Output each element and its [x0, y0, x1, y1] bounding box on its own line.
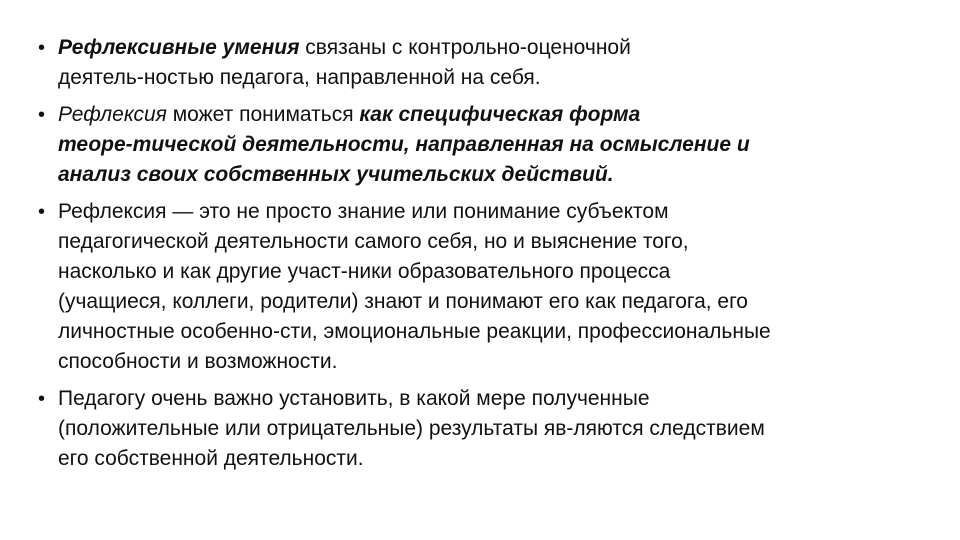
text-run: способности и возможности.: [58, 350, 338, 373]
text-line: [58, 384, 944, 414]
bullet-list: [34, 33, 944, 481]
text-run: насколько и как другие участ-ники образовательного процесса: [58, 260, 671, 283]
text-run: связаны с контрольно-оценочной: [299, 36, 631, 59]
text-line: [58, 347, 944, 377]
text-line: [58, 227, 944, 257]
text-run: как специфическая форма: [359, 103, 641, 126]
text-run: деятель-ностью педагога, направленной на себя.: [58, 66, 541, 89]
text-run: Педагогу очень важно установить, в какой мере полученные: [58, 387, 650, 410]
text-line: [58, 63, 944, 93]
text-line: [58, 444, 944, 474]
text-run: его собственной деятельности.: [58, 447, 364, 470]
text-run: анализ своих собственных учительских действий.: [58, 163, 614, 186]
bullet-item: [34, 100, 944, 190]
text-line: [58, 257, 944, 287]
text-line: [58, 100, 944, 130]
text-line: [58, 160, 944, 190]
bullet-item: [34, 384, 944, 474]
text-line: [58, 130, 944, 160]
text-run: (учащиеся, коллеги, родители) знают и понимают его как педагога, его: [58, 290, 748, 313]
text-line: [58, 414, 944, 444]
text-run: педагогической деятельности самого себя, но и выяснение того,: [58, 230, 689, 253]
text-run: Рефлексивные умения: [58, 36, 300, 59]
text-run: может пониматься: [166, 103, 360, 126]
text-run: Рефлексия — это не просто знание или понимание субъектом: [58, 200, 669, 223]
bullet-item: [34, 197, 944, 377]
text-line: [58, 33, 944, 63]
text-run: теоре-тической деятельности, направленная на осмысление и: [58, 133, 750, 156]
text-line: [58, 317, 944, 347]
text-run: личностные особенно-сти, эмоциональные реакции, профессиональные: [58, 320, 771, 343]
text-run: (положительные или отрицательные) результаты яв-ляются следствием: [58, 417, 765, 440]
text-line: [58, 197, 944, 227]
text-run: Рефлексия: [58, 103, 167, 126]
bullet-item: [34, 33, 944, 93]
text-line: [58, 287, 944, 317]
